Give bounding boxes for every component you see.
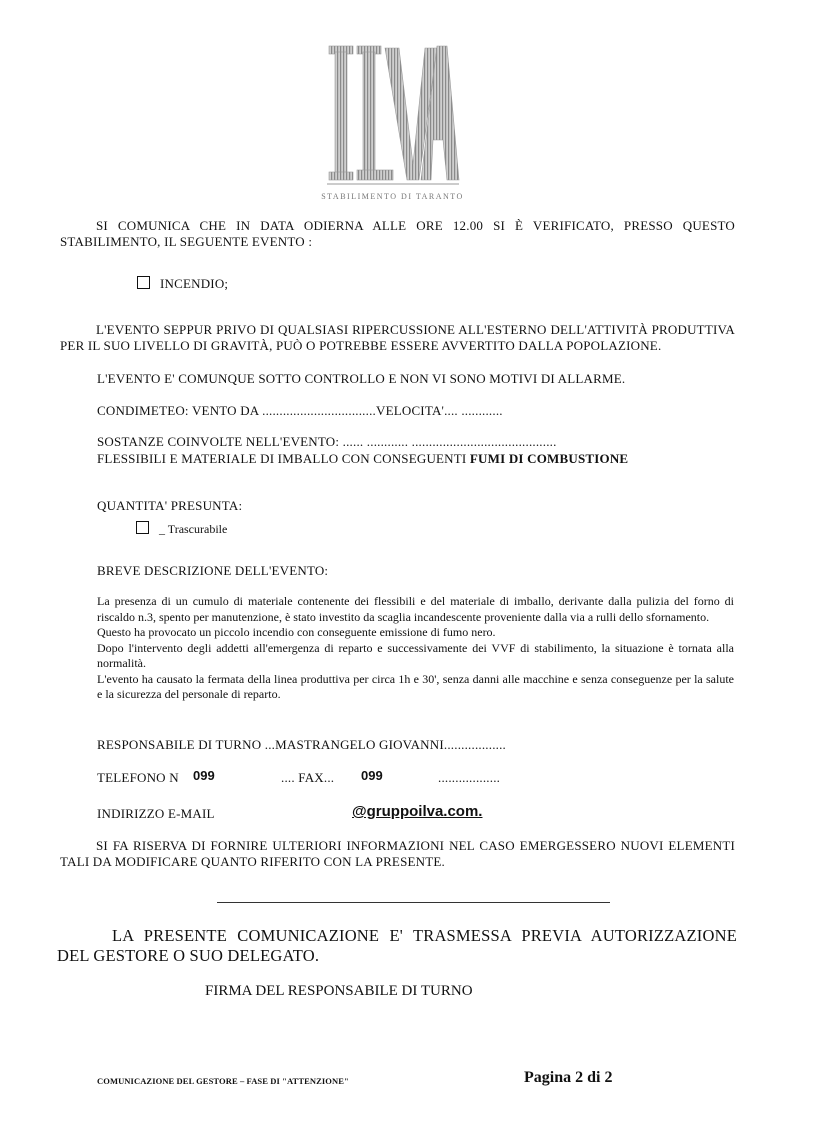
description-paragraph: La presenza di un cumulo di materiale contenente dei flessibili e del materiale di imballo, derivante dalla pulizia del forno di riscaldo n.3, spento per manutenzione, è stato investito da scaglia incandescente proveniente dalla via a rulli dello sfornamento. (97, 594, 734, 624)
reserve-paragraph: SI FA RISERVA DI FORNIRE ULTERIORI INFORMAZIONI NEL CASO EMERGESSERO NUOVI ELEMENTI TALI DA MODIFICARE QUANTO RIFERITO CON LA PRESENTE. (60, 838, 735, 869)
phone-fax-separator: .... FAX... (281, 770, 335, 785)
weather-line: CONDIMETEO: VENTO DA .................................VELOCITA'.... ............ (97, 403, 503, 418)
description-paragraph: L'evento ha causato la fermata della linea produttiva per circa 1h e 30', senza danni alle macchine e senza conseguenze per la salute e la sicurezza del personale di reparto. (97, 671, 734, 701)
footer-title: COMUNICAZIONE DEL GESTORE – FASE DI "ATTENZIONE" (97, 1076, 349, 1086)
control-line: L'EVENTO E' COMUNQUE SOTTO CONTROLLO E NON VI SONO MOTIVI DI ALLARME. (97, 371, 626, 386)
email-value[interactable]: @gruppoilva.com. (352, 803, 483, 820)
intro-paragraph: SI COMUNICA CHE IN DATA ODIERNA ALLE ORE 12.00 SI È VERIFICATO, PRESSO QUESTO STABILIMENTO, IL SEGUENTE EVENTO : (60, 218, 735, 249)
substances-value (97, 451, 628, 467)
incendio-checkbox[interactable] (137, 276, 150, 289)
event-type-label: INCENDIO; (160, 276, 229, 291)
company-logo (321, 44, 464, 204)
divider (217, 902, 610, 903)
quantity-option (136, 521, 227, 537)
logo-subtitle: STABILIMENTO DI TARANTO (321, 192, 464, 201)
page-number: Pagina 2 di 2 (524, 1069, 613, 1086)
signature-label: FIRMA DEL RESPONSABILE DI TURNO (205, 983, 473, 999)
fax-dots: .................. (438, 770, 501, 785)
event-type-option (137, 276, 228, 292)
trascurabile-checkbox[interactable] (136, 521, 149, 534)
impact-paragraph: L'EVENTO SEPPUR PRIVO DI QUALSIASI RIPERCUSSIONE ALL'ESTERNO DELL'ATTIVITÀ PRODUTTIVA PER IL SUO LIVELLO DI GRAVITÀ, PUÒ O POTREBBE ESSERE AVVERTITO DALLA POPOLAZIONE. (60, 322, 735, 353)
substances-value-bold: FUMI DI COMBUSTIONE (469, 451, 629, 466)
quantity-label: QUANTITA' PRESUNTA: (97, 498, 243, 513)
email-label: INDIRIZZO E-MAIL (97, 806, 215, 821)
quantity-option-label: _ Trascurabile (159, 522, 228, 536)
description-heading: BREVE DESCRIZIONE DELL'EVENTO: (97, 563, 329, 578)
responsible-line: RESPONSABILE DI TURNO ...MASTRANGELO GIOVANNI.................. (97, 737, 506, 752)
fax-value: 099 (361, 768, 383, 783)
description-body (97, 594, 734, 703)
substances-label: SOSTANZE COINVOLTE NELL'EVENTO: ...... ............ .......................................... (97, 434, 557, 449)
description-paragraph: Questo ha provocato un piccolo incendio con conseguente emissione di fumo nero. (97, 625, 496, 639)
phone-label: TELEFONO N (97, 770, 179, 785)
authorization-paragraph: LA PRESENTE COMUNICAZIONE E' TRASMESSA PREVIA AUTORIZZAZIONE DEL GESTORE O SUO DELEGATO. (57, 926, 737, 965)
description-paragraph: Dopo l'intervento degli addetti all'emergenza di reparto e successivamente dei VVF di stabilimento, la situazione è tornata alla normalità. (97, 640, 734, 670)
substances-value-text: FLESSIBILI E MATERIALE DI IMBALLO CON CONSEGUENTI (97, 451, 470, 466)
phone-value: 099 (193, 768, 215, 783)
